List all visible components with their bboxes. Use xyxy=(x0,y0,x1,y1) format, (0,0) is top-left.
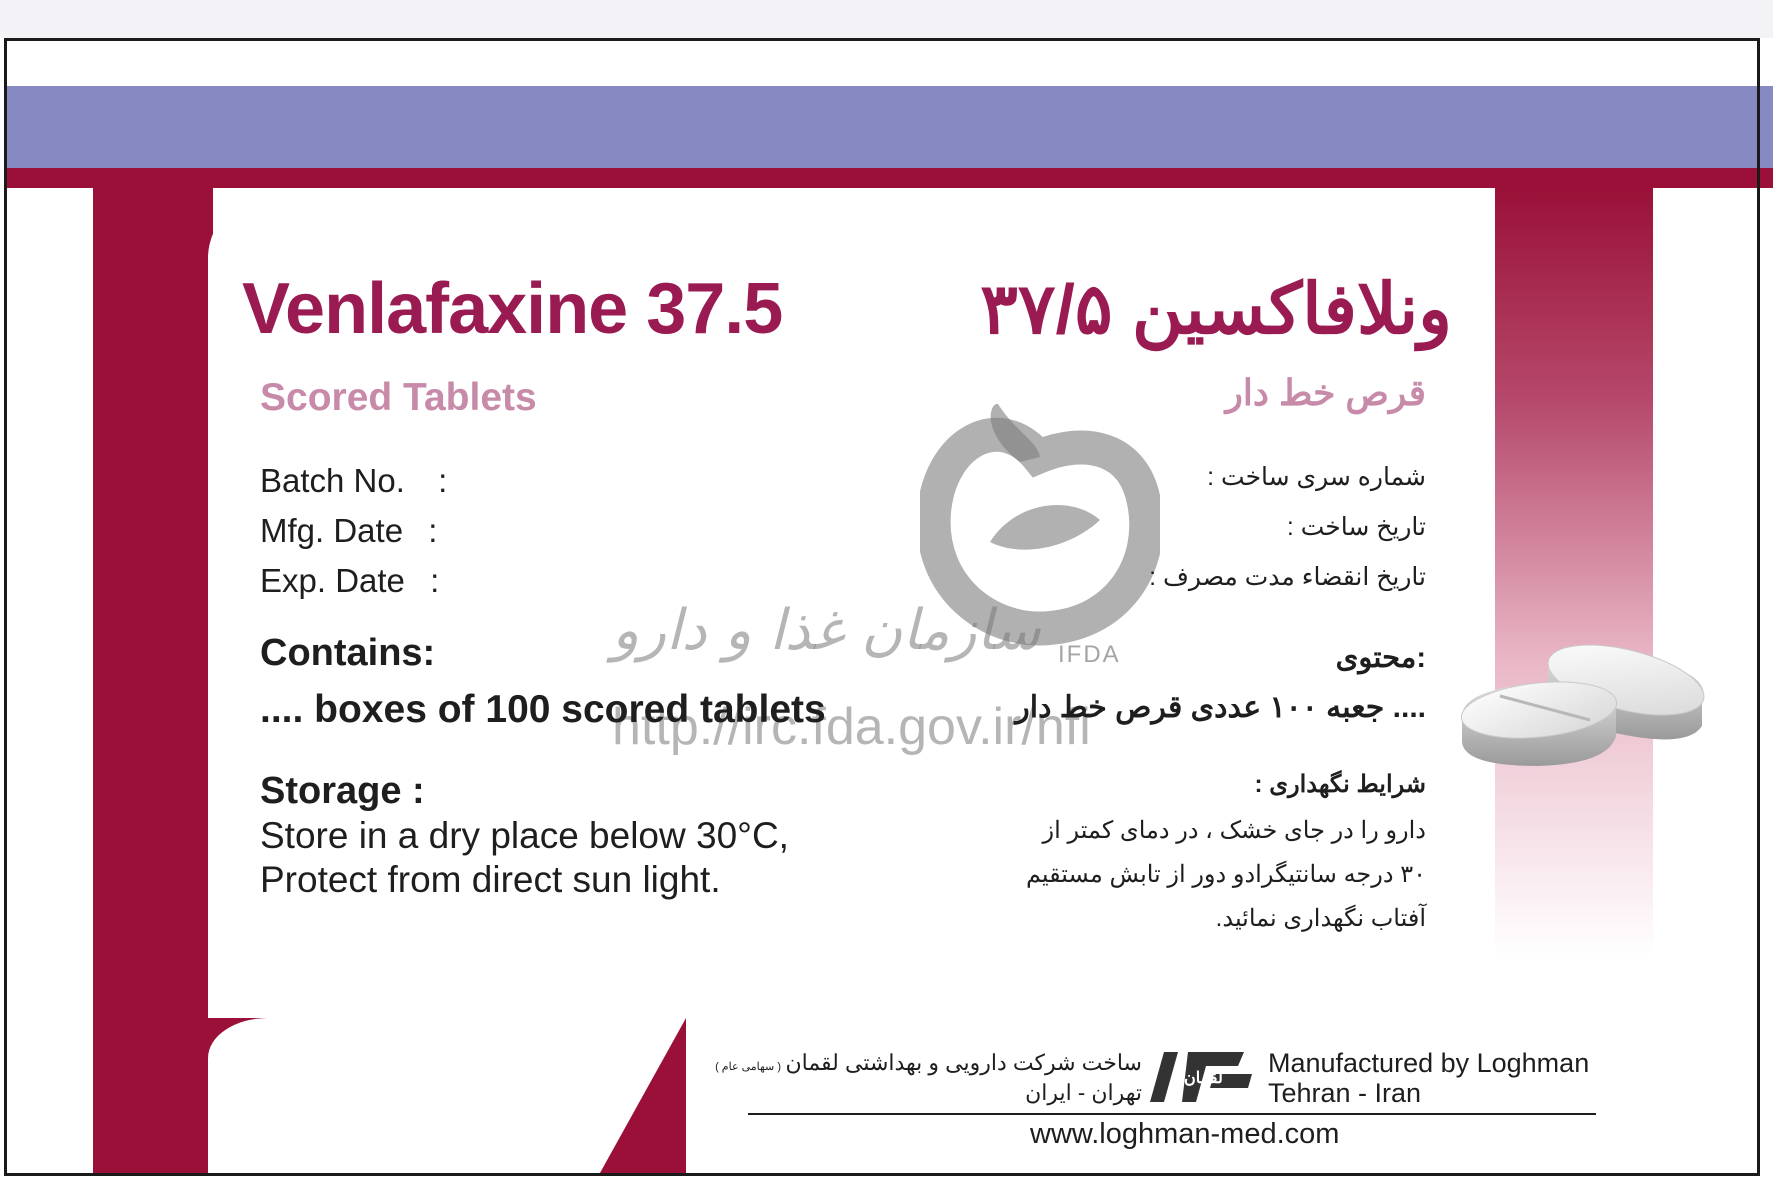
website-link[interactable]: www.loghman-med.com xyxy=(1030,1118,1340,1150)
manufacturer-type-fa: ( سهامی عام ) xyxy=(715,1061,781,1073)
contains-heading: Contains: xyxy=(260,632,436,674)
footer-divider xyxy=(748,1113,1596,1115)
manufacturer-line2-en: Tehran - Iran xyxy=(1268,1078,1422,1108)
manufacturer-line2-fa: تهران - ایران xyxy=(1025,1080,1142,1105)
batch-no-label-fa: شماره سری ساخت : xyxy=(1207,463,1426,491)
storage-line-2: Protect from direct sun light. xyxy=(260,859,721,900)
mfg-date-sep: : xyxy=(428,512,438,549)
exp-date-sep: : xyxy=(430,562,440,599)
exp-date-field xyxy=(260,562,439,600)
mfg-date-label-fa: تاریخ ساخت : xyxy=(1286,513,1426,541)
dosage-form-en: Scored Tablets xyxy=(260,376,537,419)
product-name-en: Venlafaxine 37.5 xyxy=(242,269,783,349)
storage-line-3-fa: آفتاب نگهداری نمائید. xyxy=(1215,905,1426,932)
loghman-logo-text: لقمان xyxy=(1184,1070,1223,1087)
mfg-date-label: Mfg. Date xyxy=(260,512,404,549)
tablets-illustration xyxy=(1440,630,1740,810)
manufacturer-line1-fa xyxy=(715,1050,1142,1076)
contains-body-fa: .... جعبه ۱۰۰ عددی قرص خط دار xyxy=(1015,691,1426,724)
storage-line-2-fa: ۳۰ درجه سانتیگرادو دور از تابش مستقیم xyxy=(1025,861,1426,888)
contains-heading-fa: محتوی: xyxy=(1335,642,1426,674)
storage-heading: Storage : xyxy=(260,770,425,812)
dosage-form-fa: قرص خط دار xyxy=(1225,372,1426,413)
manufacturer-line1-en: Manufactured by Loghman xyxy=(1268,1048,1590,1078)
storage-heading-fa: شرایط نگهداری : xyxy=(1254,771,1426,798)
storage-line-1: Store in a dry place below 30°C, xyxy=(260,815,789,856)
contains-body: .... boxes of 100 scored tablets xyxy=(260,688,826,731)
batch-no-sep: : xyxy=(438,462,448,499)
mfg-date-field xyxy=(260,512,437,550)
batch-no-label: Batch No. xyxy=(260,462,405,499)
manufacturer-name-fa: ساخت شرکت دارویی و بهداشتی لقمان xyxy=(785,1050,1142,1075)
fda-watermark-text: سازمان غذا و دارو xyxy=(612,598,1041,663)
batch-no-field xyxy=(260,462,447,500)
tablet-front xyxy=(1459,675,1620,766)
exp-date-label: Exp. Date xyxy=(260,562,405,599)
fda-watermark-url: http://irc.fda.gov.ir/nfi xyxy=(612,698,1091,756)
loghman-logo xyxy=(1148,1048,1256,1106)
product-name-fa: ونلافاکسین ۳۷/۵ xyxy=(980,270,1452,348)
storage-line-1-fa: دارو را در جای خشک ، در دمای کمتر از xyxy=(1042,817,1426,844)
top-margin-strip xyxy=(0,0,1773,38)
exp-date-label-fa: تاریخ انقضاء مدت مصرف : xyxy=(1149,563,1426,591)
ifda-logo-text: IFDA xyxy=(1058,641,1121,668)
